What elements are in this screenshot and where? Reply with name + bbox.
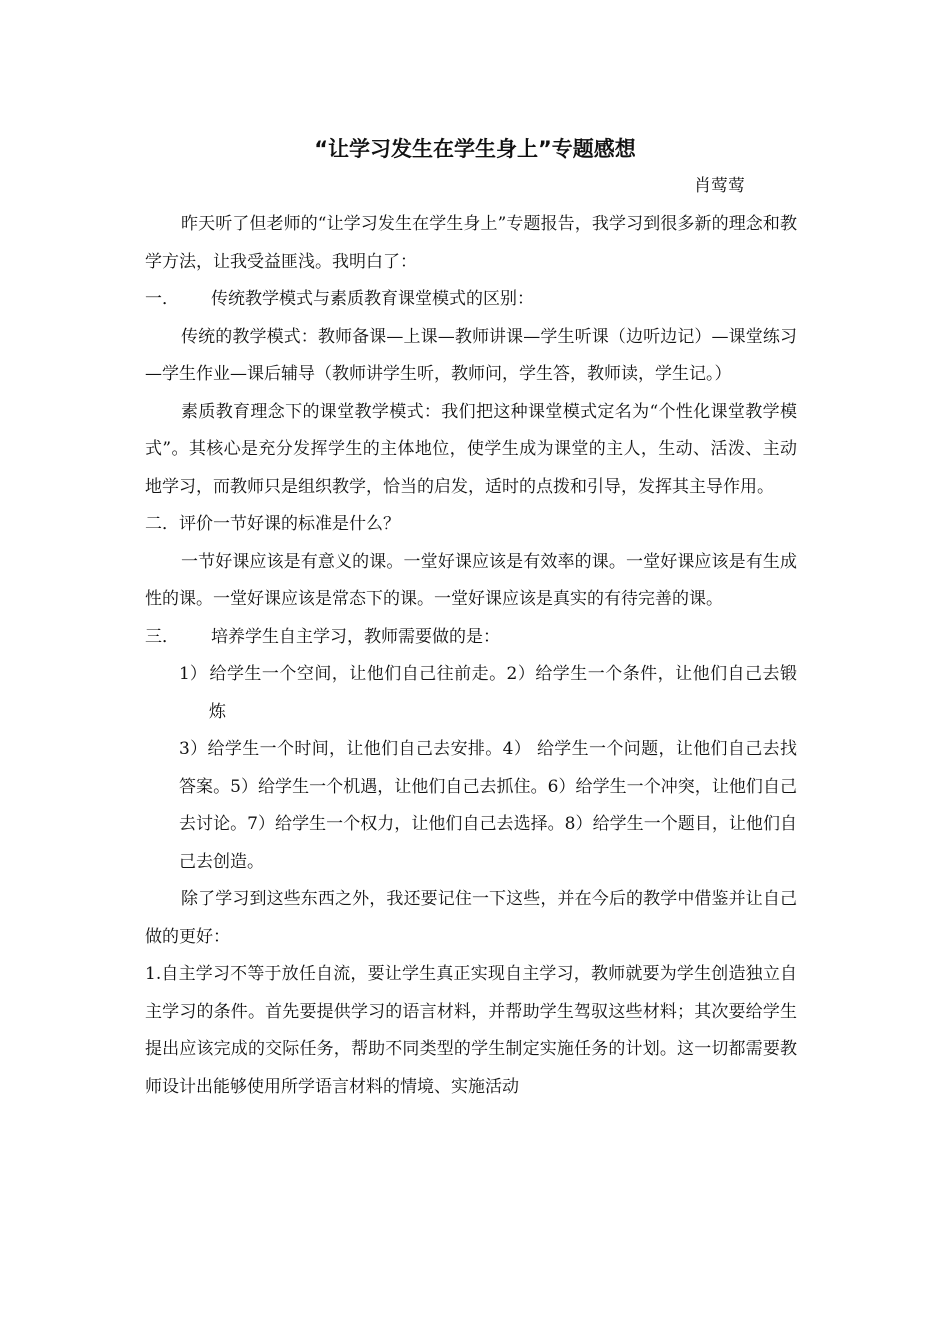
- list-item-number: 1）: [179, 664, 207, 684]
- section-3-title: 培养学生自主学习，教师需要做的是：: [211, 626, 500, 647]
- section-4-point-1: 1.自主学习不等于放任自流，要让学生真正实现自主学习，教师就要为学生创造独立自主学习的条件。首先要提供学习的语言材料，并帮助学生驾驭这些材料；其次要给学生提出应该完成的交际任务，帮助不同类型的学生制定实施任务的计划。这一切都需要教师设计出能够使用所学语言材料的情境、实施活动: [145, 964, 797, 1097]
- document-body: [145, 206, 797, 1106]
- list-item: [179, 656, 797, 731]
- section-1-title: 传统教学模式与素质教育课堂模式的区别：: [211, 289, 534, 309]
- section-1-paragraph-1: 传统的教学模式：教师备课—上课—教师讲课—学生听课（边听边记）—课堂练习—学生作业—课后辅导（教师讲学生听，教师问，学生答，教师读，学生记。）: [145, 326, 797, 384]
- section-1-heading: [145, 281, 797, 319]
- section-2-heading: 二．评价一节好课的标准是什么？: [145, 514, 400, 534]
- intro-paragraph: 昨天听了但老师的“让学习发生在学生身上”专题报告，我学习到很多新的理念和教学方法，让我受益匪浅。我明白了：: [145, 214, 797, 272]
- list-item-text: 给学生一个空间，让他们自己往前走。2）给学生一个条件，让他们自己去锻炼: [209, 664, 797, 722]
- section-3-number: 三．: [145, 626, 179, 647]
- section-3-list: [145, 656, 797, 881]
- author-name: 肖莺莺: [694, 176, 745, 196]
- section-4-intro: 除了学习到这些东西之外，我还要记住一下这些，并在今后的教学中借鉴并让自己做的更好：: [145, 889, 797, 947]
- document-title: “让学习发生在学生身上”专题感想: [314, 137, 636, 161]
- list-item: 3）给学生一个时间，让他们自己去安排。4） 给学生一个问题，让他们自己去找答案。5）给学生一个机遇，让他们自己去抓住。6）给学生一个冲突，让他们自己去讨论。7）给学生一个权力，让他们自己去选择。8）给学生一个题目，让他们自己去创造。: [179, 739, 797, 872]
- section-3-heading: [145, 619, 797, 657]
- section-2-paragraph: 一节好课应该是有意义的课。一堂好课应该是有效率的课。一堂好课应该是有生成性的课。一堂好课应该是常态下的课。一堂好课应该是真实的有待完善的课。: [145, 551, 797, 609]
- section-1-paragraph-2: 素质教育理念下的课堂教学模式：我们把这种课堂模式定名为“个性化课堂教学模式”。其核心是充分发挥学生的主体地位，使学生成为课堂的主人，生动、活泼、主动地学习，而教师只是组织教学，恰当的启发，适时的点拨和引导，发挥其主导作用。: [145, 401, 797, 497]
- section-1-number: 一．: [145, 289, 179, 309]
